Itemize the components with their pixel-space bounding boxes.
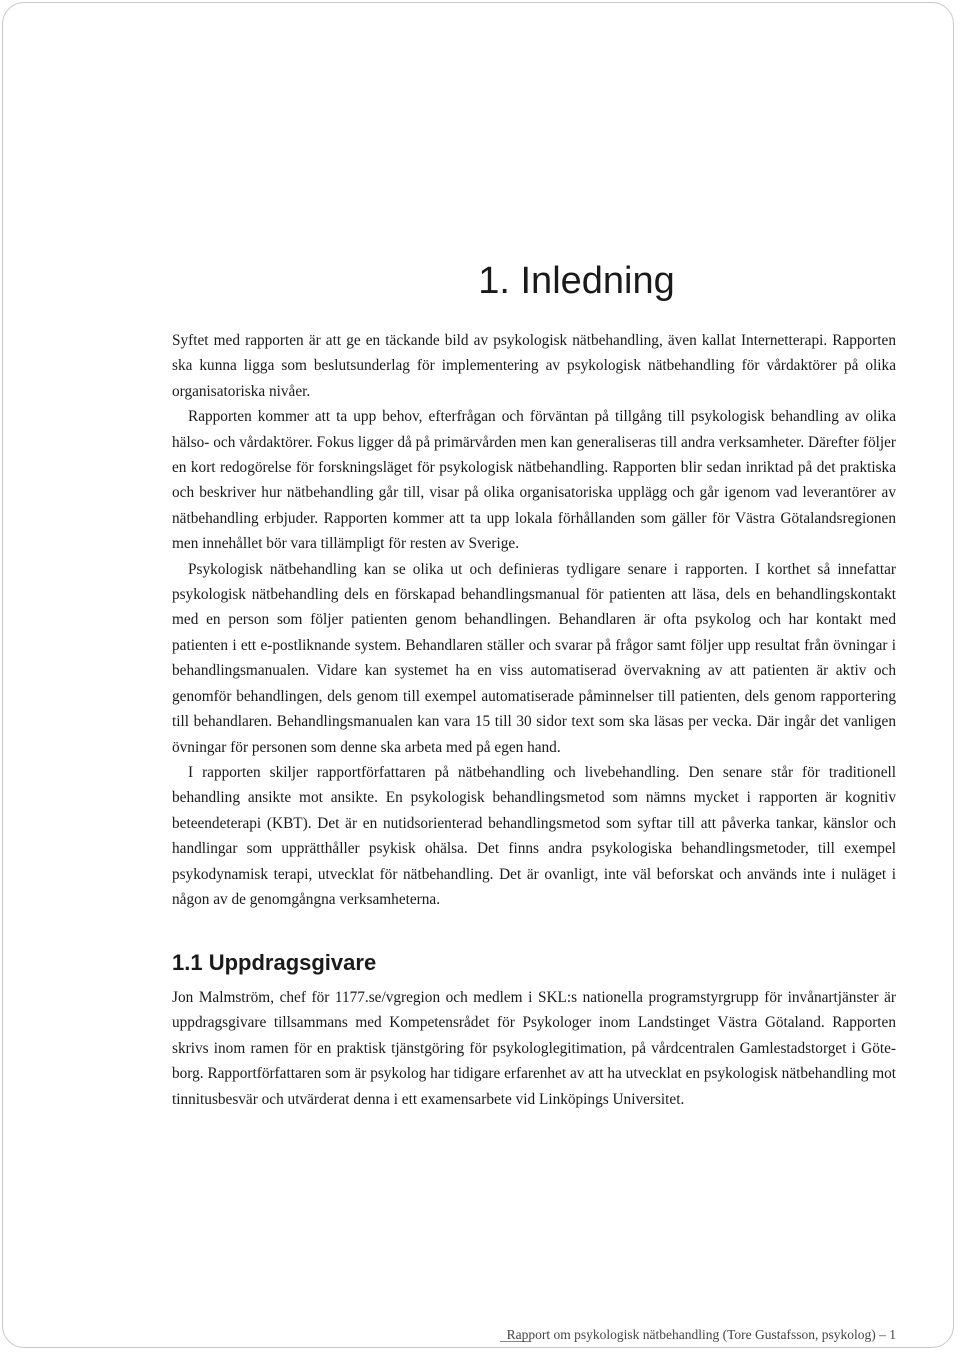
paragraph: Rapporten kommer att ta upp behov, efterfrågan och förväntan på tillgång till psykologisk behandling av olika hälso- och vårdaktörer. Fokus ligger då på primärvården men kan generaliseras till andra verksamheter. Därefter följer en kort redogörelse för forskningsläget för psykologisk nätbehandling. Rapporten blir sedan inriktad på det praktiska och beskriver hur nätbehandling går till, visar på olika organisatoriska upplägg och går igenom vad leverantörer av nätbehandling erbjuder. Rapporten kommer att ta upp lokala förhållanden som gäller för Västra Götalandsregionen men innehållet bör vara tillämpligt för resten av Sverige.	[172, 408, 896, 553]
section-body	[172, 985, 896, 1112]
section-title: 1.1 Uppdragsgivare	[172, 950, 377, 975]
page-footer: Rapport om psykologisk nätbehandling (Tore Gustafsson, psykolog) – 1	[506, 1327, 896, 1342]
intro-body	[172, 328, 896, 912]
paragraph: Psykologisk nätbehandling kan se olika ut och definieras tydligare senare i rapporten. I korthet så innefattar psykologisk nätbehandling dels en förskapad behandlingsmanual för patienten att läsa, dels en behandlingskontakt med en person som följer patienten genom behandlingen. Behandlaren är ofta psykolog och har kontakt med patienten i ett e-postliknande system. Behandlaren ställer och svarar på frågor samt följer upp resultat från övningar i behandlingsmanualen. Vidare kan systemet ha en viss automatiserad övervakning av att patienten är aktiv och genomför behandlingen, dels genom till exempel automatiserade påminnelser till patienten, dels genom rapportering till behandlaren. Behandlingsmanualen kan vara 15 till 30 sidor text som ska läsas per vecka. Där ingår det vanligen övningar för personen som denne ska arbeta med på egen hand.	[172, 560, 896, 756]
paragraph: Jon Malmström, chef för 1177.se/vgregion och medlem i SKL:s nationella programstyrgrupp för invånartjänster är uppdragsgivare tillsammans med Kompetensrådet för Psykologer inom Landstinget Västra Götaland. Rapporten skrivs inom ramen för en praktisk tjänstgöring för psykologlegitimation, på vårdcentralen Gamlestadstorget i Göteborg. Rapportförfattaren som är psykolog har tidigare erfarenhet av att ha utvecklat en psykologisk nätbehandling mot tinnitusbesvär och utvärderat denna i ett examensarbete vid Linköpings Universitet.	[172, 989, 896, 1108]
chapter-title: 1. Inledning	[478, 260, 675, 302]
paragraph: Syftet med rapporten är att ge en täckande bild av psykologisk nätbehandling, även kallat Internetterapi. Rapporten ska kunna ligga som beslutsunderlag för implementering av psykologisk nätbehandling för vårdaktörer på olika organisatoriska nivåer.	[172, 332, 896, 400]
paragraph: I rapporten skiljer rapportförfattaren på nätbehandling och livebehandling. Den senare står för traditionell behandling ansikte mot ansikte. En psykologisk behandlingsmetod som nämns mycket i rapporten är kognitiv beteendeterapi (KBT). Det är en nutidsorienterad behandlingsmetod som syftar till att påverka tankar, känslor och handlingar som upprätthåller psykisk ohälsa. Det finns andra psykologiska behandlingsmetoder, till exempel psykodynamisk terapi, utvecklat för nätbehandling. Det är ovanligt, inte väl beforskat och används inte i nuläget i någon av de genomgångna verksamheterna.	[172, 763, 896, 908]
